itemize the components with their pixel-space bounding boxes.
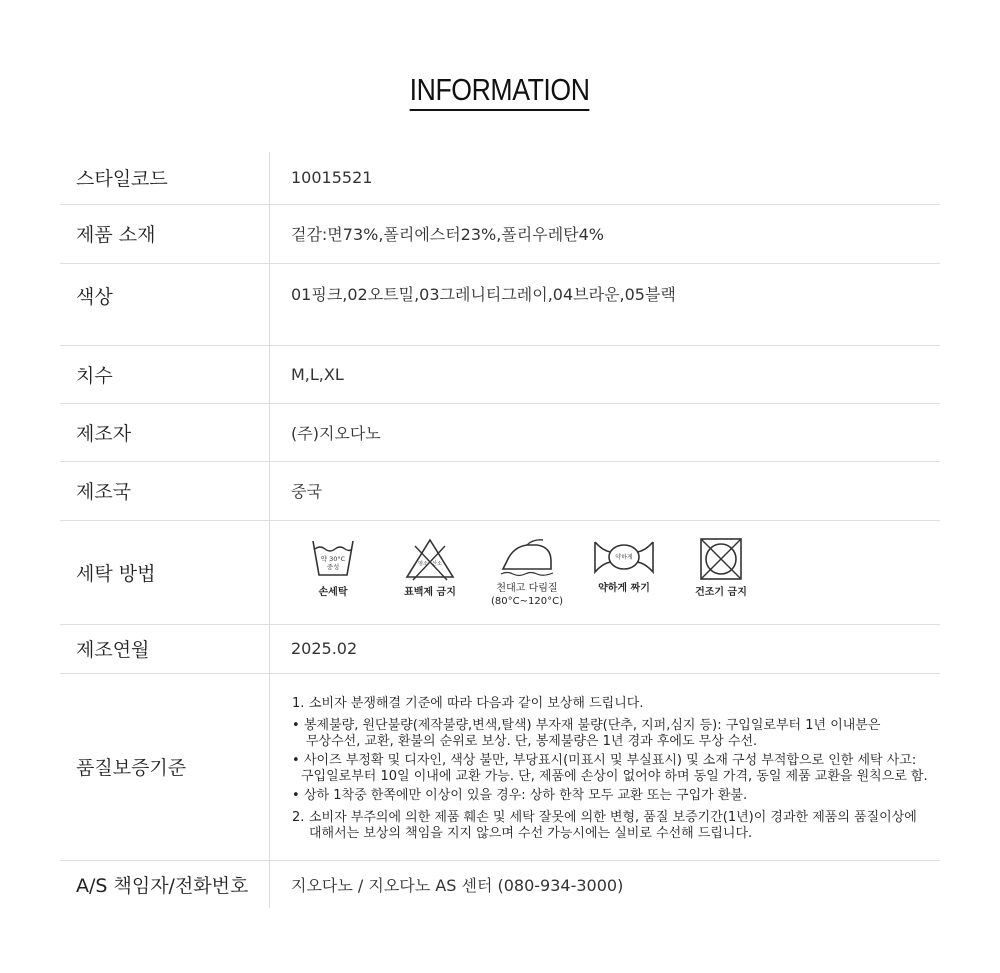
size-label: 치수	[60, 345, 270, 403]
no-bleach-mark-chlorine: 염소	[418, 560, 428, 567]
care-iron	[477, 537, 577, 608]
row-size	[60, 345, 940, 403]
guarantee-item-1-text: 소비자 분쟁해결 기준에 따라 다음과 같이 보상해 드립니다.	[309, 696, 644, 711]
row-style-code	[60, 152, 940, 204]
as-label: A/S 책임자/전화번호	[60, 860, 270, 908]
guarantee-bullet-3: • 상하 1착중 한쪽에만 이상이 있을 경우: 상하 한착 모두 교환 또는 구입가 환불.	[291, 788, 939, 804]
color-value: 01핑크,02오트밀,03그레니티그레이,04브라운,05블랙	[270, 263, 941, 345]
care-hand-wash	[283, 537, 383, 600]
row-as	[60, 860, 940, 908]
row-guarantee	[60, 673, 940, 860]
info-table	[60, 152, 940, 908]
hand-wash-label: 손세탁	[318, 586, 348, 598]
guarantee-item-2	[291, 810, 939, 842]
material-label: 제품 소재	[60, 204, 270, 263]
guarantee-bullet-2: • 사이즈 부정확 및 디자인, 색상 불만, 부당표시(미표시 및 부실표시) 및 소재 구성 부적합으로 인한 세탁 사고: 구입일로부터 10일 이내에 교환 가능. 단, 제품에 손상이 없어야 하며 동일 가격, 동일 제품 교환을 원칙으로 함.	[292, 753, 928, 784]
no-bleach-icon	[405, 537, 455, 581]
material-value: 겉감:면73%,폴리에스터23%,폴리우레탄4%	[270, 204, 941, 263]
care-gentle-wring	[574, 537, 674, 596]
no-tumble-dry-label: 건조기 금지	[695, 586, 747, 598]
style-code-label: 스타일코드	[60, 152, 270, 204]
no-bleach-mark-oxygen: 산소	[432, 560, 442, 567]
hand-wash-icon	[311, 537, 355, 581]
gentle-wring-label: 약하게 짜기	[598, 582, 650, 594]
guarantee-item-2-line2: 대해서는 보상의 책임을 지지 않으며 수선 가능시에는 실비로 수선해 드립니다.	[309, 826, 753, 841]
style-code-value: 10015521	[270, 152, 941, 204]
gentle-wring-mark: 약하게	[615, 553, 633, 561]
guarantee-label: 품질보증기준	[60, 673, 270, 860]
hand-wash-mark-neutral: 중성	[326, 562, 340, 571]
guarantee-bullet-1-line1: 봉제불량, 원단불량(제작불량,변색,탈색) 부자재 불량(단추, 지퍼,심지 등): 구입일로부터 1년 이내분은	[304, 718, 881, 733]
iron-sub: (80°C~120°C)	[491, 595, 563, 607]
no-bleach-label: 표백제 금지	[404, 586, 456, 598]
row-material	[60, 204, 940, 263]
maker-value: (주)지오다노	[270, 403, 941, 461]
gentle-wring-icon	[593, 537, 655, 577]
country-value: 중국	[270, 461, 941, 520]
guarantee-bullet-3-line1: 상하 1착중 한쪽에만 이상이 있을 경우: 상하 한착 모두 교환 또는 구입가 환불.	[304, 788, 748, 803]
date-value: 2025.02	[270, 624, 941, 673]
maker-label: 제조자	[60, 403, 270, 461]
care-icons	[283, 537, 939, 608]
color-label: 색상	[60, 263, 270, 345]
as-value: 지오다노 / 지오다노 AS 센터 (080-934-3000)	[291, 875, 624, 895]
guarantee-value	[270, 673, 941, 860]
date-label: 제조연월	[60, 624, 270, 673]
row-color	[60, 263, 940, 345]
page-title: INFORMATION	[410, 72, 590, 111]
iron-label: 천대고 다림질	[496, 582, 558, 594]
row-date	[60, 624, 940, 673]
guarantee-text	[291, 679, 939, 854]
guarantee-item-1-num: 1.	[292, 696, 305, 711]
guarantee-item-2-num: 2.	[292, 810, 305, 825]
guarantee-bullet-2-line2: 구입일로부터 10일 이내에 교환 가능. 단, 제품에 손상이 없어야 하며 동일 가격, 동일 제품 교환을 원칙으로 함.	[301, 769, 928, 784]
wash-value	[270, 520, 941, 624]
guarantee-bullet-1: • 봉제불량, 원단불량(제작불량,변색,탈색) 부자재 불량(단추, 지퍼,심지 등): 구입일로부터 1년 이내분은 무상수선, 교환, 환불의 순위로 보상. 단, 봉제불량은 1년 경과 후에도 무상 수선.	[292, 718, 881, 749]
iron-icon	[499, 537, 555, 577]
guarantee-bullet-1-line2: 무상수선, 교환, 환불의 순위로 보상. 단, 봉제불량은 1년 경과 후에도 무상 수선.	[306, 734, 758, 749]
guarantee-bullet-2-line1: 사이즈 부정확 및 디자인, 색상 불만, 부당표시(미표시 및 부실표시) 및 소재 구성 부적합으로 인한 세탁 사고:	[304, 753, 917, 768]
guarantee-item-1	[291, 696, 939, 712]
no-tumble-dry-icon	[698, 537, 744, 581]
hand-wash-mark-temp: 약 30°C	[320, 554, 346, 563]
size-value: M,L,XL	[270, 345, 941, 403]
care-no-tumble-dry	[671, 537, 771, 600]
guarantee-item-2-line1: 소비자 부주의에 의한 제품 훼손 및 세탁 잘못에 의한 변형, 품질 보증기간(1년)이 경과한 제품의 품질이상에	[309, 810, 917, 825]
care-no-bleach	[380, 537, 480, 600]
row-wash	[60, 520, 940, 624]
row-maker	[60, 403, 940, 461]
country-label: 제조국	[60, 461, 270, 520]
wash-label: 세탁 방법	[60, 520, 270, 624]
row-country	[60, 461, 940, 520]
page-title-wrap	[0, 72, 1000, 111]
